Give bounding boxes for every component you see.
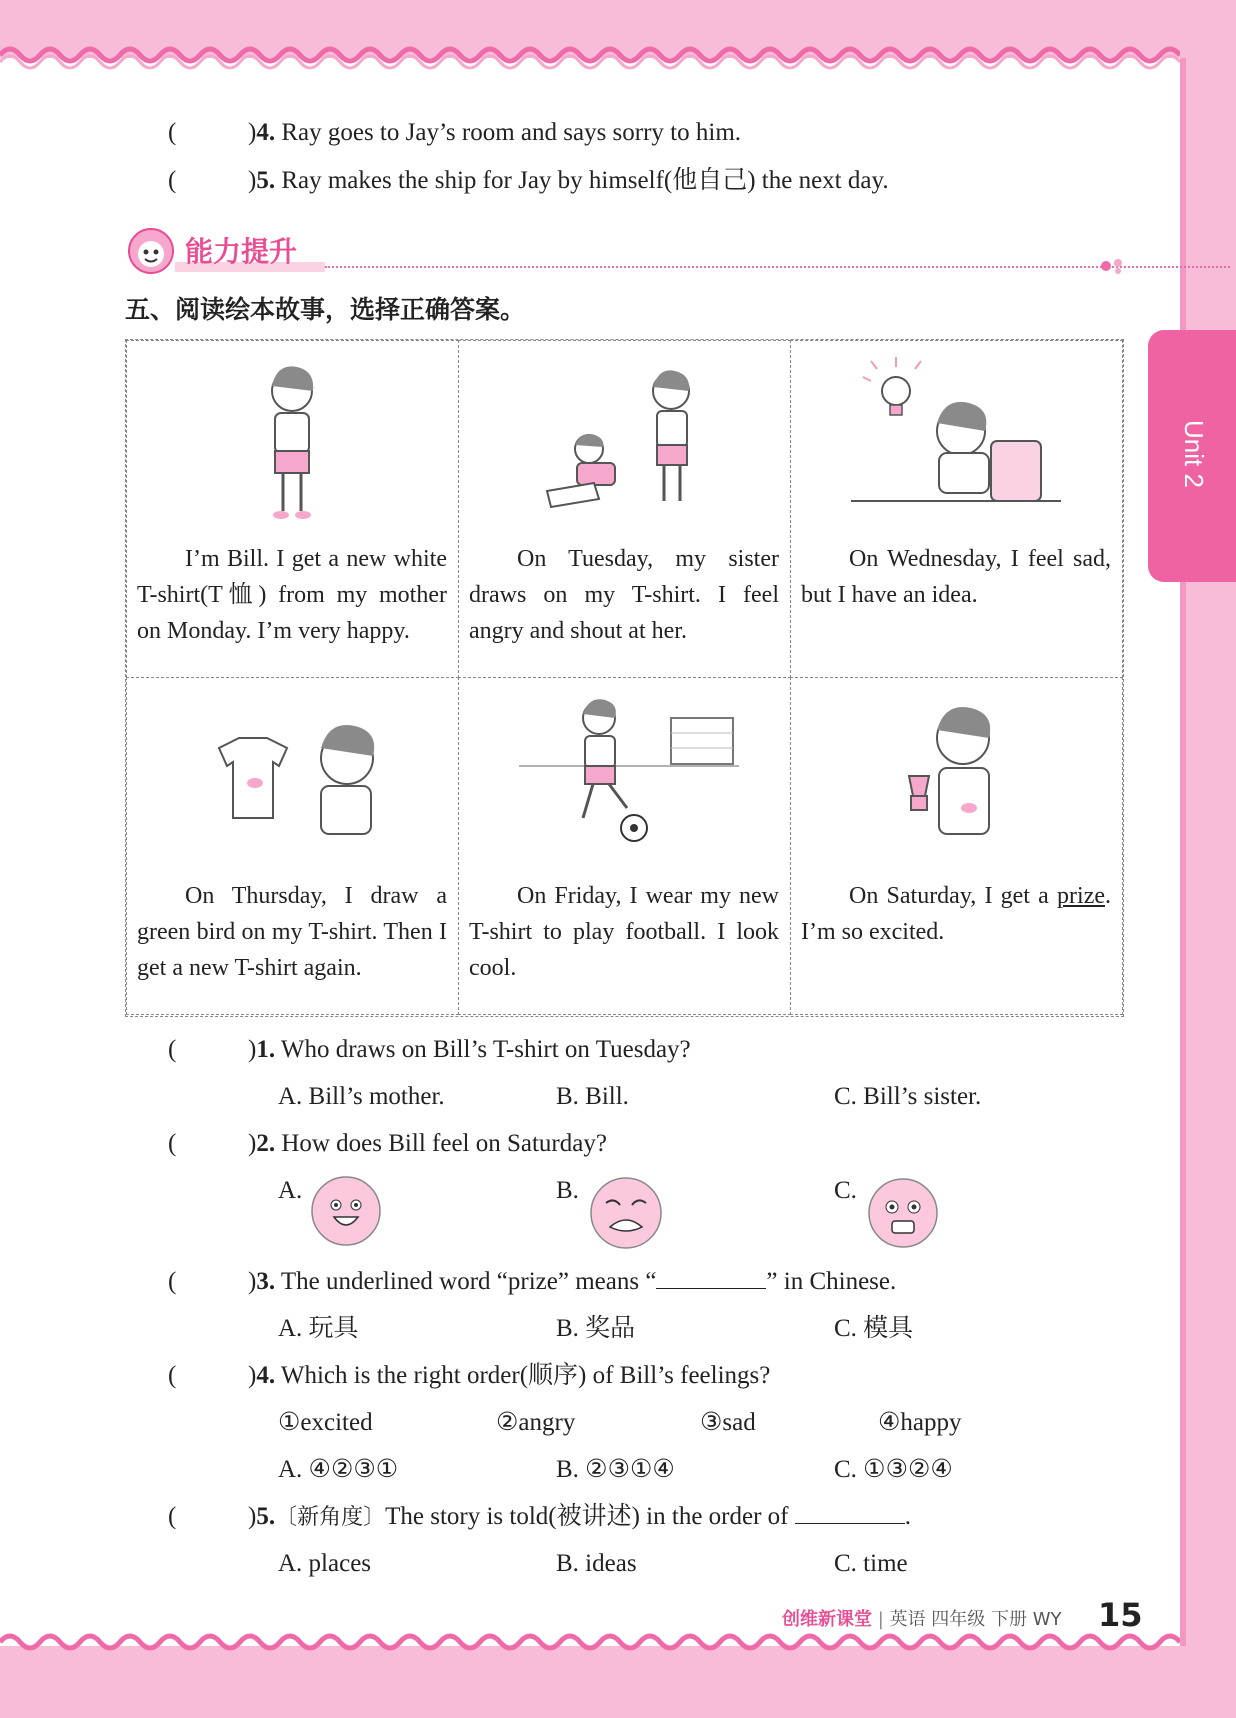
question-text: The story is told(被讲述) in the order of: [385, 1503, 795, 1530]
answer-paren-open[interactable]: (: [168, 1503, 177, 1530]
answer-paren-open[interactable]: (: [168, 1036, 177, 1063]
boy-playing-football-illustration: [459, 678, 790, 878]
answer-paren-close: ): [248, 1036, 257, 1063]
boy-holding-shirt-illustration: [127, 678, 458, 878]
answer-paren-close: ): [248, 167, 257, 194]
story-grid: [125, 339, 1124, 1017]
question-1: [168, 1034, 691, 1066]
answer-paren-open[interactable]: (: [168, 1362, 177, 1389]
footer-subject: 英语: [889, 1609, 926, 1630]
scared-face-icon: [866, 1175, 940, 1249]
story-text-2: On Tuesday, my sister draws on my T-shirt. I feel angry and shout at her.: [469, 546, 779, 644]
story-panel-2: [458, 340, 791, 678]
story-panel-4: [126, 677, 459, 1015]
answer-paren-open[interactable]: (: [168, 1268, 177, 1295]
monkey-mascot-icon: [125, 226, 181, 276]
page-number: 15: [1098, 1596, 1143, 1634]
unit-tab-label: Unit 2: [1179, 420, 1209, 488]
feeling-excited: ①excited: [278, 1409, 373, 1436]
new-angle-tag: 〔新角度〕: [275, 1504, 386, 1529]
answer-paren-open[interactable]: (: [168, 119, 177, 146]
q1-option-a[interactable]: A. Bill’s mother.: [278, 1083, 445, 1110]
wave-border-top: [0, 40, 1180, 70]
answer-paren-close: ): [248, 119, 257, 146]
answer-paren-close: ): [248, 1268, 257, 1295]
q4-option-a[interactable]: A. ④②③①: [278, 1456, 399, 1483]
footer-brand: 创维新课堂: [782, 1609, 872, 1630]
q5-option-b[interactable]: B. ideas: [556, 1550, 637, 1577]
q2-option-a[interactable]: A.: [278, 1177, 303, 1204]
question-5: [168, 1501, 911, 1533]
boy-standing-illustration: [127, 341, 458, 541]
dots-decoration-icon: [1100, 258, 1130, 274]
sister-drawing-illustration: [459, 341, 790, 541]
question-number: 1.: [256, 1036, 276, 1063]
top-question-4: [168, 117, 741, 149]
question-text-end: .: [904, 1503, 911, 1530]
footer-edition: WY: [1032, 1609, 1062, 1630]
footer-grade: 四年级: [931, 1609, 986, 1630]
story-text-4: On Thursday, I draw a green bird on my T-shirt. Then I get a new T-shirt again.: [137, 883, 447, 981]
unit-tab: [1148, 330, 1236, 582]
q3-option-c[interactable]: C. 模具: [834, 1315, 914, 1342]
q1-option-b[interactable]: B. Bill.: [556, 1083, 629, 1110]
q4-option-c[interactable]: C. ①③②④: [834, 1456, 953, 1483]
boy-idea-illustration: [791, 341, 1122, 541]
boy-with-prize-illustration: [791, 678, 1122, 878]
question-text: Who draws on Bill’s T-shirt on Tuesday?: [280, 1036, 691, 1063]
answer-paren-close: ): [248, 1130, 257, 1157]
q2-option-c[interactable]: C.: [834, 1177, 857, 1204]
q5-option-c[interactable]: C. time: [834, 1550, 908, 1577]
story-text-3: On Wednesday, I feel sad, but I have an idea.: [801, 546, 1111, 608]
story-text-5: On Friday, I wear my new T-shirt to play football. I look cool.: [469, 883, 779, 981]
question-text: Which is the right order(顺序) of Bill’s feelings?: [280, 1362, 771, 1389]
feeling-angry: ②angry: [496, 1409, 576, 1436]
story-panel-5: [458, 677, 791, 1015]
answer-paren-open[interactable]: (: [168, 167, 177, 194]
q3-option-a[interactable]: A. 玩具: [278, 1315, 359, 1342]
q5-option-a[interactable]: A. places: [278, 1550, 372, 1577]
feeling-happy: ④happy: [878, 1409, 962, 1436]
question-number: 5.: [256, 167, 276, 194]
story-panel-6: [790, 677, 1123, 1015]
section-header: [125, 226, 1125, 276]
story-text-6: On Saturday, I get a prize. I’m so excited.: [801, 883, 1111, 945]
question-text: Ray makes the ship for Jay by himself(他自己) the next day.: [281, 167, 889, 194]
q3-option-b[interactable]: B. 奖品: [556, 1315, 636, 1342]
question-number: 3.: [256, 1268, 276, 1295]
question-text: Ray goes to Jay’s room and says sorry to him.: [281, 119, 742, 146]
question-2: [168, 1128, 607, 1160]
question-number: 5.: [256, 1503, 276, 1530]
question-number: 4.: [256, 1362, 276, 1389]
section-title: 能力提升: [185, 235, 298, 268]
feeling-sad: ③sad: [700, 1409, 756, 1436]
answer-paren-close: ): [248, 1503, 257, 1530]
footer-info: 创维新课堂 | 英语 四年级 下册 WY: [782, 1609, 1062, 1630]
answer-blank[interactable]: [795, 1501, 905, 1524]
top-question-5: [168, 165, 889, 197]
answer-paren-close: ): [248, 1362, 257, 1389]
story-text-1: I’m Bill. I get a new white T-shirt(T恤) from my mother on Monday. I’m very happy.: [137, 546, 447, 644]
question-number: 2.: [256, 1130, 276, 1157]
footer-term: 下册: [991, 1609, 1028, 1630]
wave-border-bottom: [0, 1632, 1180, 1662]
q2-option-b[interactable]: B.: [556, 1177, 579, 1204]
happy-face-icon: [310, 1175, 382, 1247]
q4-option-b[interactable]: B. ②③①④: [556, 1456, 675, 1483]
question-3: [168, 1266, 896, 1298]
question-text: How does Bill feel on Saturday?: [281, 1130, 607, 1157]
answer-blank[interactable]: [656, 1266, 766, 1289]
question-text: The underlined word “prize” means “: [280, 1268, 657, 1295]
underlined-word-prize: prize: [1057, 883, 1105, 909]
story-panel-3: [790, 340, 1123, 678]
dotted-divider: [325, 266, 1230, 268]
answer-paren-open[interactable]: (: [168, 1130, 177, 1157]
story-panel-1: [126, 340, 459, 678]
q1-option-c[interactable]: C. Bill’s sister.: [834, 1083, 982, 1110]
exercise-instruction: 五、阅读绘本故事，选择正确答案。: [125, 295, 526, 324]
question-number: 4.: [256, 119, 276, 146]
question-4: [168, 1360, 770, 1392]
question-text-end: ” in Chinese.: [766, 1268, 897, 1295]
crying-face-icon: [588, 1175, 664, 1251]
